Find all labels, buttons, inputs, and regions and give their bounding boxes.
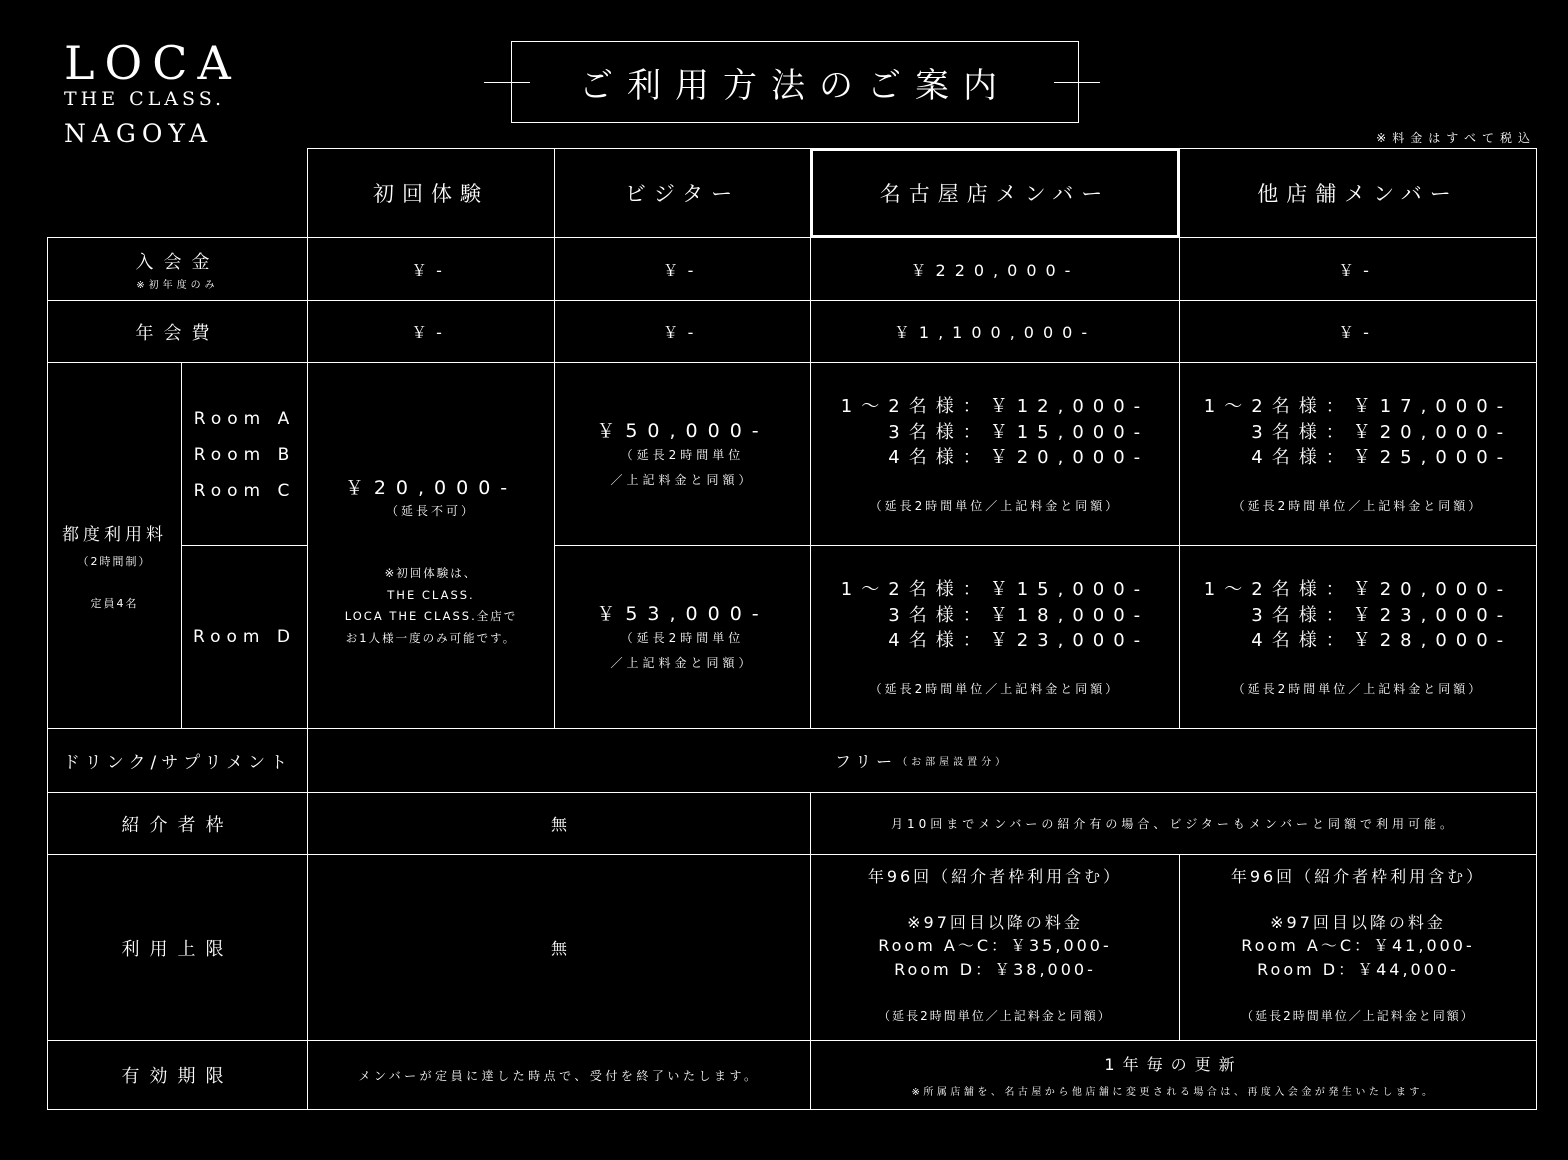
row-label-drink xyxy=(47,728,308,793)
row-label-validity xyxy=(47,1040,308,1110)
limit-left xyxy=(307,854,811,1041)
limit-nagoya xyxy=(810,854,1180,1041)
trial-note-4: お1人様一度のみ可能です。 xyxy=(345,630,517,645)
trial-sub: （延長不可） xyxy=(385,504,476,518)
usage-other-abc xyxy=(1179,362,1537,546)
referral-left-value: 無 xyxy=(550,815,567,834)
visitor-d-note2: ／上記料金と同額） xyxy=(610,655,755,670)
row-label-usage-fee xyxy=(47,362,182,729)
usage-nagoya-abc xyxy=(810,362,1180,546)
col-header-trial xyxy=(307,148,555,238)
room-d-label: Room D xyxy=(193,627,296,647)
tax-note: ※料金はすべて税込 xyxy=(1376,131,1536,145)
entry-fee-nagoya xyxy=(810,237,1180,301)
nagoya-d-prices: 1～2名様：￥15,000- 3名様：￥18,000- 4名様：￥23,000- xyxy=(840,579,1150,652)
usage-visitor-abc xyxy=(554,362,811,546)
entry-fee-visitor xyxy=(554,237,811,301)
limit-nagoya-note: （延長2時間単位／上記料金と同額） xyxy=(878,1009,1112,1023)
annual-fee-nagoya-value: ￥1,100,000- xyxy=(893,323,1097,342)
annual-fee-label: 年会費 xyxy=(135,322,220,344)
drink-value xyxy=(307,728,1537,793)
drink-sub: （お部屋設置分） xyxy=(897,757,1010,768)
row-label-annual-fee xyxy=(47,300,308,363)
title-line-right xyxy=(1054,82,1100,83)
row-label-referral xyxy=(47,792,308,855)
page-title xyxy=(511,41,1079,123)
usage-nagoya-d xyxy=(810,545,1180,729)
col-header-visitor xyxy=(554,148,811,238)
trial-note-2: THE CLASS. xyxy=(387,587,475,602)
annual-fee-other xyxy=(1179,300,1537,363)
entry-fee-nagoya-value: ￥220,000- xyxy=(910,260,1080,280)
entry-fee-other-value: ￥- xyxy=(1338,260,1378,280)
annual-fee-other-value: ￥- xyxy=(1338,323,1378,342)
other-abc-note: （延長2時間単位／上記料金と同額） xyxy=(1232,498,1484,513)
limit-nagoya-head: 年96回（紹介者枠利用含む） xyxy=(867,867,1123,886)
usage-fee-sublabel: （2時間制） xyxy=(77,555,152,568)
referral-right-value: 月10回までメンバーの紹介有の場合、ビジターもメンバーと同額で利用可能。 xyxy=(890,817,1457,831)
referral-right xyxy=(810,792,1537,855)
row-label-entry-fee xyxy=(47,237,308,301)
logo-loca: LOCA xyxy=(64,36,241,90)
referral-left xyxy=(307,792,811,855)
rooms-abc xyxy=(181,362,308,546)
annual-fee-trial-value: ￥- xyxy=(411,323,451,342)
logo-nagoya: NAGOYA xyxy=(64,119,214,148)
col-header-other-member xyxy=(1179,148,1537,238)
limit-other-note: （延長2時間単位／上記料金と同額） xyxy=(1241,1009,1475,1023)
validity-renewal: 1年毎の更新 xyxy=(1104,1055,1243,1074)
col-header-nagoya-member xyxy=(810,148,1180,238)
entry-fee-sublabel: ※初年度のみ xyxy=(136,279,219,291)
room-d xyxy=(181,545,308,729)
usage-other-d xyxy=(1179,545,1537,729)
visitor-abc-price: ￥50,000- xyxy=(596,419,769,442)
drink-free: フリー xyxy=(834,752,898,771)
entry-fee-trial-value: ￥- xyxy=(411,260,451,280)
annual-fee-visitor xyxy=(554,300,811,363)
nagoya-d-note: （延長2時間単位／上記料金と同額） xyxy=(869,681,1121,696)
annual-fee-trial xyxy=(307,300,555,363)
validity-left xyxy=(307,1040,811,1110)
annual-fee-visitor-value: ￥- xyxy=(662,323,703,342)
validity-left-value: メンバーが定員に達した時点で、受付を終了いたします。 xyxy=(358,1068,760,1083)
other-abc-prices: 1～2名様：￥17,000- 3名様：￥20,000- 4名様：￥25,000- xyxy=(1203,396,1513,469)
trial-note-3: LOCA THE CLASS.全店で xyxy=(344,609,518,623)
limit-left-value: 無 xyxy=(550,939,567,958)
drink-label: ドリンク/サプリメント xyxy=(62,753,293,773)
other-d-prices: 1～2名様：￥20,000- 3名様：￥23,000- 4名様：￥28,000- xyxy=(1203,579,1513,652)
entry-fee-other xyxy=(1179,237,1537,301)
row-label-limit xyxy=(47,854,308,1041)
col-header-visitor-label: ビジター xyxy=(624,182,741,206)
usage-capacity: 定員4名 xyxy=(90,597,139,610)
entry-fee-trial xyxy=(307,237,555,301)
visitor-abc-note1: （延長2時間単位 xyxy=(620,447,745,462)
limit-other xyxy=(1179,854,1537,1041)
annual-fee-nagoya xyxy=(810,300,1180,363)
validity-right xyxy=(810,1040,1537,1110)
page-title-text: ご利用方法のご案内 xyxy=(579,65,1011,106)
visitor-d-note1: （延長2時間単位 xyxy=(620,630,745,645)
referral-label: 紹介者枠 xyxy=(121,814,234,836)
entry-fee-label: 入会金 xyxy=(135,251,220,273)
nagoya-abc-note: （延長2時間単位／上記料金と同額） xyxy=(869,498,1121,513)
limit-nagoya-body: ※97回目以降の料金 Room A～C：￥35,000- Room D：￥38,000- xyxy=(878,912,1112,979)
limit-other-head: 年96回（紹介者枠利用含む） xyxy=(1230,867,1486,886)
nagoya-abc-prices: 1～2名様：￥12,000- 3名様：￥15,000- 4名様：￥20,000- xyxy=(840,396,1150,469)
visitor-d-price: ￥53,000- xyxy=(596,602,769,625)
usage-trial xyxy=(307,362,555,729)
col-header-other-label: 他店舗メンバー xyxy=(1257,182,1459,206)
trial-price: ￥20,000- xyxy=(344,477,518,499)
col-header-trial-label: 初回体験 xyxy=(373,182,489,206)
limit-label: 利用上限 xyxy=(121,938,234,960)
validity-note: ※所属店舗を、名古屋から他店舗に変更される場合は、再度入会金が発生いたします。 xyxy=(911,1087,1436,1098)
trial-note-1: ※初回体験は、 xyxy=(384,566,478,580)
rooms-abc-label: Room A Room B Room C xyxy=(193,409,296,501)
col-header-nagoya-label: 名古屋店メンバー xyxy=(879,182,1111,206)
entry-fee-visitor-value: ￥- xyxy=(662,260,703,280)
validity-label: 有効期限 xyxy=(121,1066,234,1087)
usage-fee-label: 都度利用料 xyxy=(62,525,167,545)
visitor-abc-note2: ／上記料金と同額） xyxy=(610,472,755,487)
other-d-note: （延長2時間単位／上記料金と同額） xyxy=(1232,681,1484,696)
usage-visitor-d xyxy=(554,545,811,729)
limit-other-body: ※97回目以降の料金 Room A～C：￥41,000- Room D：￥44,000- xyxy=(1241,912,1475,979)
logo-the-class: THE CLASS. xyxy=(64,88,226,110)
